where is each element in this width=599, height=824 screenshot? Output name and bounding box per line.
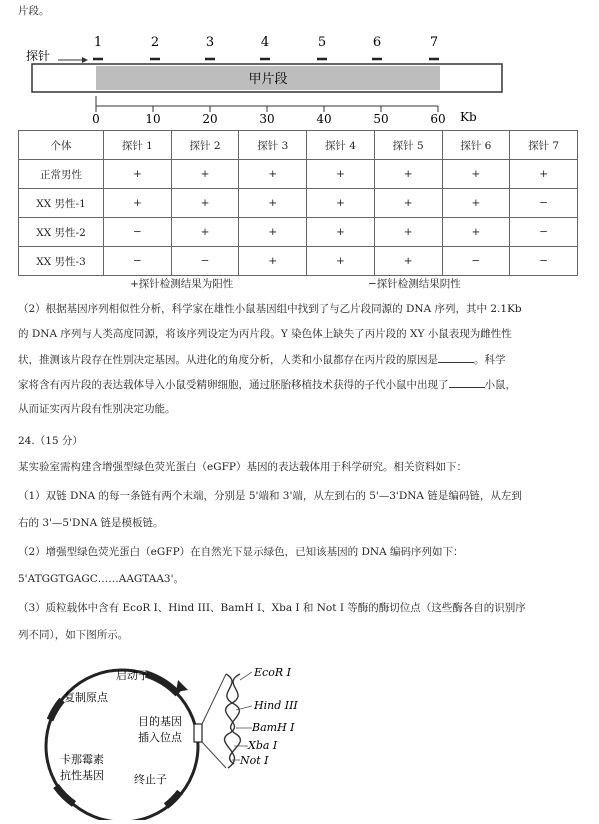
result-cell: − (510, 189, 578, 218)
header-cell: 探针 2 (171, 131, 239, 160)
result-cell: + (239, 247, 307, 276)
result-cell: + (307, 247, 375, 276)
enzyme-label: BamH I (252, 721, 295, 734)
probe-number: 7 (429, 35, 439, 50)
row-label: XX 男性-3 (19, 247, 104, 276)
q24-intro: 某实验室需构建含增强型绿色荧光蛋白（eGFP）基因的表达载体用于科学研究。相关资料如下： (18, 461, 467, 473)
result-cell: − (104, 218, 172, 247)
result-cell: + (374, 189, 442, 218)
row-label: XX 男性-1 (19, 189, 104, 218)
dna-strand-2 (225, 674, 240, 768)
q24-item3-line1: （3）质粒载体中含有 EcoR I、Hind III、BamH I、Xba I 和 Not I 等酶的酶切位点（这些酶各自的识别序 (18, 602, 526, 614)
header-cell: 探针 7 (510, 131, 578, 160)
result-cell: + (442, 189, 510, 218)
table-row (19, 247, 578, 276)
q24-title: 24.（15 分） (18, 435, 83, 447)
result-cell: + (171, 189, 239, 218)
insertion-label-1: 目的基因 (138, 715, 182, 728)
axis-tick-label: 20 (202, 112, 218, 126)
resistance-label-1: 卡那霉素 (60, 753, 104, 766)
result-cell: + (510, 160, 578, 189)
answer-blank[interactable] (438, 352, 474, 363)
probe-number: 6 (372, 35, 382, 50)
result-cell: + (442, 160, 510, 189)
q24-item2-line1: （2）增强型绿色荧光蛋白（eGFP）在自然光下显示绿色，已知该基因的 DNA 编码序列如下： (18, 546, 464, 558)
q24-item2-line2: 5'ATGGTGAGC……AAGTAA3'。 (18, 573, 184, 585)
enzyme-label: Not I (240, 754, 269, 767)
result-cell: + (307, 189, 375, 218)
probe-number: 2 (150, 35, 160, 50)
header-cell: 探针 4 (307, 131, 375, 160)
table-row (19, 160, 578, 189)
q24-item3-line2: 列不同），如下图所示。 (18, 629, 129, 641)
header-cell: 探针 1 (104, 131, 172, 160)
result-cell: − (171, 247, 239, 276)
plasmid-diagram (30, 650, 320, 820)
axis-tick-label: 30 (259, 112, 275, 126)
terminator-label: 终止子 (134, 773, 167, 786)
table-row (19, 189, 578, 218)
axis-tick-label: 40 (316, 112, 332, 126)
para2-line5: 从而证实丙片段有性别决定功能。 (18, 403, 176, 415)
promoter-segment (146, 674, 178, 694)
enzyme-label: Hind III (254, 699, 298, 712)
legend-positive: +探针检测结果为阳性 (130, 278, 234, 290)
result-cell: + (374, 160, 442, 189)
resistance-label-2: 抗性基因 (60, 769, 104, 782)
probe-number: 1 (93, 35, 103, 50)
legend-negative: −探针检测结果阴性 (368, 278, 461, 290)
origin-label: 复制原点 (64, 691, 108, 704)
para2-line4: 家将含有丙片段的表达载体导入小鼠受精卵细胞，通过胚胎移植技术获得的子代小鼠中出现了 小鼠， (18, 379, 516, 391)
table-header-row (19, 131, 578, 160)
result-cell: + (307, 218, 375, 247)
origin-segment (50, 700, 62, 720)
para2-line3: 状，推测该片段存在性别决定基因。从进化的角度分析，人类和小鼠都存在丙片段的原因是 。科学 (18, 354, 506, 366)
answer-blank[interactable] (449, 377, 485, 388)
result-cell: − (510, 218, 578, 247)
probe-label: 探针 (26, 49, 51, 63)
result-cell: + (442, 218, 510, 247)
insertion-site-box (194, 724, 202, 742)
row-label: XX 男性-2 (19, 218, 104, 247)
axis-tick-label: 50 (373, 112, 389, 126)
dna-strand-1 (226, 674, 240, 764)
promoter-label: 启动子 (116, 669, 149, 682)
result-cell: − (104, 247, 172, 276)
probe-number: 3 (205, 35, 215, 50)
result-cell: + (104, 160, 172, 189)
result-cell: + (104, 189, 172, 218)
fragment-label: 甲片段 (248, 72, 288, 87)
q24-item1-line1: （1）双链 DNA 的每一条链有两个末端，分别是 5'端和 3'端，从左到右的 5'—3'DNA 链是编码链，从左到 (18, 490, 522, 502)
result-cell: + (239, 189, 307, 218)
zoom-line-top (202, 674, 226, 724)
top-fragment-text: 片段。 (18, 5, 50, 17)
result-cell: + (171, 160, 239, 189)
zoom-line-bottom (202, 742, 226, 768)
header-cell: 探针 3 (239, 131, 307, 160)
axis-tick-label: 0 (92, 112, 100, 126)
result-cell: − (442, 247, 510, 276)
q24-item1-line2: 右的 3'—5'DNA 链是模板链。 (18, 517, 164, 529)
insertion-label-2: 插入位点 (138, 731, 182, 744)
result-cell: + (239, 160, 307, 189)
table-row (19, 218, 578, 247)
axis-unit: Kb (460, 110, 477, 124)
probe-results-table (18, 130, 578, 276)
enzyme-label: Xba I (248, 739, 278, 752)
header-cell: 探针 5 (374, 131, 442, 160)
result-cell: − (510, 247, 578, 276)
terminator-segment (166, 792, 180, 806)
result-cell: + (171, 218, 239, 247)
para2-line2: 的 DNA 序列与人类高度同源，将该序列设定为丙片段。Y 染色体上缺失了丙片段的 XY 小鼠表现为雌性性 (18, 328, 512, 340)
result-cell: + (307, 160, 375, 189)
promoter-arrow-icon (176, 680, 188, 692)
result-cell: + (239, 218, 307, 247)
axis-tick-label: 10 (145, 112, 161, 126)
enzyme-label: EcoR I (254, 666, 291, 679)
probe-arrow-head (82, 57, 88, 63)
axis-tick-label: 60 (430, 112, 446, 126)
result-cell: + (374, 247, 442, 276)
para2-line1: （2）根据基因序列相似性分析，科学家在雄性小鼠基因组中找到了与乙片段同源的 DNA 序列，其中 2.1Kb (18, 303, 522, 315)
result-cell: + (374, 218, 442, 247)
resistance-segment (56, 786, 74, 804)
probe-number: 4 (260, 35, 270, 50)
header-cell: 探针 6 (442, 131, 510, 160)
row-label: 正常男性 (19, 160, 104, 189)
header-cell: 个体 (19, 131, 104, 160)
probe-diagram (18, 26, 518, 130)
probe-number: 5 (317, 35, 327, 50)
